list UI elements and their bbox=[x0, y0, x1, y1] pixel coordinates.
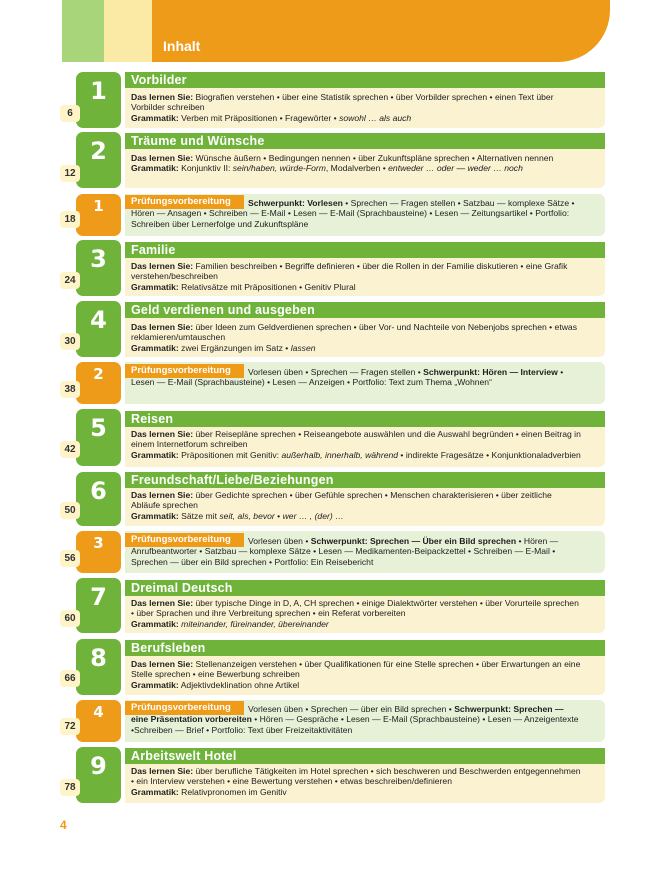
grammatik-label: Grammatik: bbox=[131, 112, 179, 123]
grammatik-label: Grammatik: bbox=[131, 281, 179, 292]
page-number: 12 bbox=[60, 165, 80, 182]
pruefung-number: 2 bbox=[93, 365, 104, 383]
pruefung-content bbox=[131, 536, 583, 567]
pruefung-content bbox=[131, 704, 583, 735]
lernen-label: Das lernen Sie: bbox=[131, 659, 194, 669]
pruefung-text: • Sprechen — Fragen stellen • Satzbau — komplexe Sätze • Hören — Ansagen • Schreiben — E-Mail • Lesen — E-Mail (Sprachbausteine) • Lesen — Zeitungsartikel • Portfolio: Schreiben über Lernerfolge und Zukunftspläne bbox=[131, 198, 575, 229]
grammatik-text-2: , Modalverben • bbox=[325, 163, 389, 174]
pruefung-text-2: • Hören — Gespräche • Lesen — E-Mail (Sprachbausteine) • Lesen — Anzeigentexte •Schreiben — Brief • Portfolio: Text über Freizeitaktivitäten bbox=[131, 714, 579, 735]
lernen-text: Stellenanzeigen verstehen • über Qualifikationen für eine Stelle sprechen • über Erwartungen an eine Stelle sprechen • eine Bewerbung schreiben bbox=[131, 659, 581, 680]
lernen-text: Biografien verstehen • über eine Statistik sprechen • über Vorbilder sprechen • einen Text über Vorbilder schreiben bbox=[131, 92, 554, 113]
page-number: 38 bbox=[60, 381, 80, 398]
chapter-content bbox=[131, 429, 581, 460]
chapter-number: 4 bbox=[90, 306, 107, 334]
lernen-label: Das lernen Sie: bbox=[131, 261, 194, 271]
chapter-number-box bbox=[76, 639, 121, 695]
lernen-text: über typische Dinge in D, A, CH sprechen • einige Dialektwörter verstehen • über Vorurteile sprechen • über Sprachen und ihre Verbreitung sprechen • ein Referat vorbereiten bbox=[131, 598, 579, 619]
page-number: 56 bbox=[60, 550, 80, 567]
chapter-number: 8 bbox=[90, 644, 107, 672]
page-number: 78 bbox=[60, 779, 80, 796]
pruefung-number: 3 bbox=[93, 534, 104, 552]
page-number: 50 bbox=[60, 502, 80, 519]
grammatik-text: Relativpronomen im Genitiv bbox=[181, 786, 287, 797]
grammatik-label: Grammatik: bbox=[131, 449, 179, 460]
chapter-number-box bbox=[76, 132, 121, 188]
chapter-title: Familie bbox=[125, 242, 605, 258]
pruefung-number: 4 bbox=[93, 703, 104, 721]
chapter-content bbox=[131, 659, 581, 690]
chapter-title: Geld verdienen und ausgeben bbox=[125, 302, 605, 318]
lernen-text: über Ideen zum Geldverdienen sprechen • über Vor- und Nachteile von Nebenjobs sprechen • etwas reklamieren/umtauschen bbox=[131, 322, 577, 343]
lernen-text: über Gedichte sprechen • über Gefühle sprechen • Menschen charakterisieren • über zeitliche Abläufe sprechen bbox=[131, 490, 552, 511]
chapter-number-box bbox=[76, 72, 121, 128]
chapter-content bbox=[131, 322, 581, 353]
grammatik-text: Sätze mit bbox=[181, 510, 220, 521]
chapter-title: Träume und Wünsche bbox=[125, 133, 605, 149]
chapter-content bbox=[131, 153, 581, 174]
page-number: 18 bbox=[60, 211, 80, 228]
grammatik-italic: miteinander, füreinander, übereinander bbox=[181, 618, 329, 629]
chapter-number-box bbox=[76, 578, 121, 633]
grammatik-text-2: • indirekte Fragesätze • Konjunktionaladverbien bbox=[398, 449, 581, 460]
pruefung-text: Vorlesen üben • bbox=[248, 536, 311, 546]
chapter-number-box bbox=[76, 747, 121, 803]
pruefung-tag: Prüfungsvorbereitung bbox=[125, 195, 244, 209]
pruefung-text: Vorlesen üben • Sprechen — Fragen stellen • bbox=[248, 367, 424, 377]
lernen-label: Das lernen Sie: bbox=[131, 598, 194, 608]
page-number: 42 bbox=[60, 441, 80, 458]
chapter-number-box bbox=[76, 472, 121, 526]
header-yellow-stripe bbox=[104, 0, 152, 62]
grammatik-text: Konjunktiv II: bbox=[181, 163, 233, 174]
chapter-content bbox=[131, 261, 581, 292]
grammatik-text: Adjektivdeklination ohne Artikel bbox=[180, 679, 300, 690]
grammatik-text: Präpositionen mit Genitiv: bbox=[181, 449, 282, 460]
lernen-label: Das lernen Sie: bbox=[131, 429, 194, 439]
grammatik-label: Grammatik: bbox=[131, 342, 179, 353]
chapter-title: Berufsleben bbox=[125, 640, 605, 656]
chapter-number: 3 bbox=[90, 245, 107, 273]
pruefung-text-2: • Hören — Anrufbeantworter • Satzbau — komplexe Sätze • Lesen — Medikamenten-Beipackzettel • Schreiben — E-Mail • Sprechen — über ein Bild sprechen • Portfolio: Ein Reisebericht bbox=[131, 536, 559, 567]
page-number: 30 bbox=[60, 333, 80, 350]
lernen-text: Wünsche äußern • Bedingungen nennen • über Zukunftspläne sprechen • Alternativen nennen bbox=[195, 153, 554, 163]
chapter-content bbox=[131, 92, 581, 123]
footer-page-number: 4 bbox=[60, 818, 67, 832]
grammatik-italic: außerhalb, innerhalb, während bbox=[281, 449, 399, 460]
chapter-number: 6 bbox=[90, 477, 107, 505]
lernen-label: Das lernen Sie: bbox=[131, 92, 194, 102]
lernen-label: Das lernen Sie: bbox=[131, 322, 194, 332]
chapter-title: Vorbilder bbox=[125, 72, 605, 88]
page-number: 24 bbox=[60, 272, 80, 289]
pruefung-number-box bbox=[76, 362, 121, 404]
chapter-title: Arbeitswelt Hotel bbox=[125, 748, 605, 764]
grammatik-label: Grammatik: bbox=[131, 163, 179, 174]
header-orange-banner bbox=[152, 0, 610, 62]
page-number: 60 bbox=[60, 610, 80, 627]
lernen-label: Das lernen Sie: bbox=[131, 153, 194, 163]
grammatik-italic: lassen bbox=[290, 342, 316, 353]
page-number: 6 bbox=[60, 105, 80, 122]
grammatik-label: Grammatik: bbox=[131, 786, 179, 797]
pruefung-tag: Prüfungsvorbereitung bbox=[125, 533, 244, 547]
grammatik-text-2: • bbox=[274, 510, 283, 521]
page-number: 72 bbox=[60, 718, 80, 735]
lernen-text: über berufliche Tätigkeiten im Hotel sprechen • sich beschweren und Beschwerden entgegennehmen • ein Interview verstehen • eine Bewertung verstehen • etwas beschreiben/definieren bbox=[131, 766, 581, 787]
pruefung-tag: Prüfungsvorbereitung bbox=[125, 701, 244, 715]
pruefung-content bbox=[131, 367, 583, 388]
lernen-label: Das lernen Sie: bbox=[131, 490, 194, 500]
lernen-label: Das lernen Sie: bbox=[131, 766, 194, 776]
page-header bbox=[0, 0, 650, 62]
pruefung-tag: Prüfungsvorbereitung bbox=[125, 364, 244, 378]
page-number: 66 bbox=[60, 670, 80, 687]
header-green-stripe bbox=[62, 0, 104, 62]
schwerpunkt-text: Schwerpunkt: Sprechen — eine Präsentation vorbereiten bbox=[131, 704, 564, 725]
grammatik-italic: sein/haben, würde-Form bbox=[232, 163, 326, 174]
lernen-text: über Reisepläne sprechen • Reiseangebote auswählen und die Auswahl begründen • einen Beitrag in einem Internetforum schreiben bbox=[131, 429, 581, 450]
pruefung-text-2: • Lesen — E-Mail (Sprachbausteine) • Lesen — Anzeigen • Portfolio: Text zum Thema „Wohnen“ bbox=[131, 367, 564, 388]
chapter-content bbox=[131, 598, 581, 629]
grammatik-text: zwei Ergänzungen im Satz • bbox=[181, 342, 291, 353]
chapter-number-box bbox=[76, 301, 121, 357]
chapter-number-box bbox=[76, 409, 121, 466]
schwerpunkt-text: Schwerpunkt: Vorlesen bbox=[248, 198, 343, 208]
chapter-number: 1 bbox=[90, 77, 107, 105]
grammatik-label: Grammatik: bbox=[131, 679, 179, 690]
chapter-content bbox=[131, 490, 581, 521]
chapter-number: 2 bbox=[90, 137, 107, 165]
lernen-text: Familien beschreiben • Begriffe definieren • über die Rollen in der Familie diskutieren • eine Grafik verstehen/beschreiben bbox=[131, 261, 568, 282]
schwerpunkt-text: Schwerpunkt: Hören — Interview bbox=[423, 367, 558, 377]
pruefung-content bbox=[131, 198, 583, 229]
pruefung-number-box bbox=[76, 194, 121, 236]
grammatik-italic: seit, als, bevor bbox=[219, 510, 275, 521]
pruefung-number-box bbox=[76, 700, 121, 742]
pruefung-number: 1 bbox=[93, 197, 104, 215]
grammatik-text: Relativsätze mit Präpositionen • Genitiv Plural bbox=[181, 281, 356, 292]
grammatik-text: Verben mit Präpositionen • Fragewörter • bbox=[181, 112, 340, 123]
chapter-number-box bbox=[76, 240, 121, 296]
chapter-title: Dreimal Deutsch bbox=[125, 580, 605, 596]
chapter-title: Freundschaft/Liebe/Beziehungen bbox=[125, 472, 605, 488]
grammatik-italic-2: wer … , (der) … bbox=[282, 510, 344, 521]
grammatik-italic: sowohl … als auch bbox=[339, 112, 412, 123]
chapter-content bbox=[131, 766, 581, 797]
grammatik-italic-2: entweder … oder — weder … noch bbox=[388, 163, 523, 174]
page-title: Inhalt bbox=[163, 38, 201, 54]
chapter-number: 5 bbox=[90, 414, 107, 442]
grammatik-label: Grammatik: bbox=[131, 510, 179, 521]
pruefung-text: Vorlesen üben • Sprechen — über ein Bild sprechen • bbox=[248, 704, 455, 714]
chapter-title: Reisen bbox=[125, 411, 605, 427]
schwerpunkt-text: Schwerpunkt: Sprechen — Über ein Bild sprechen bbox=[310, 536, 517, 546]
grammatik-label: Grammatik: bbox=[131, 618, 179, 629]
chapter-number: 9 bbox=[90, 752, 107, 780]
pruefung-number-box bbox=[76, 531, 121, 573]
chapter-number: 7 bbox=[90, 583, 107, 611]
